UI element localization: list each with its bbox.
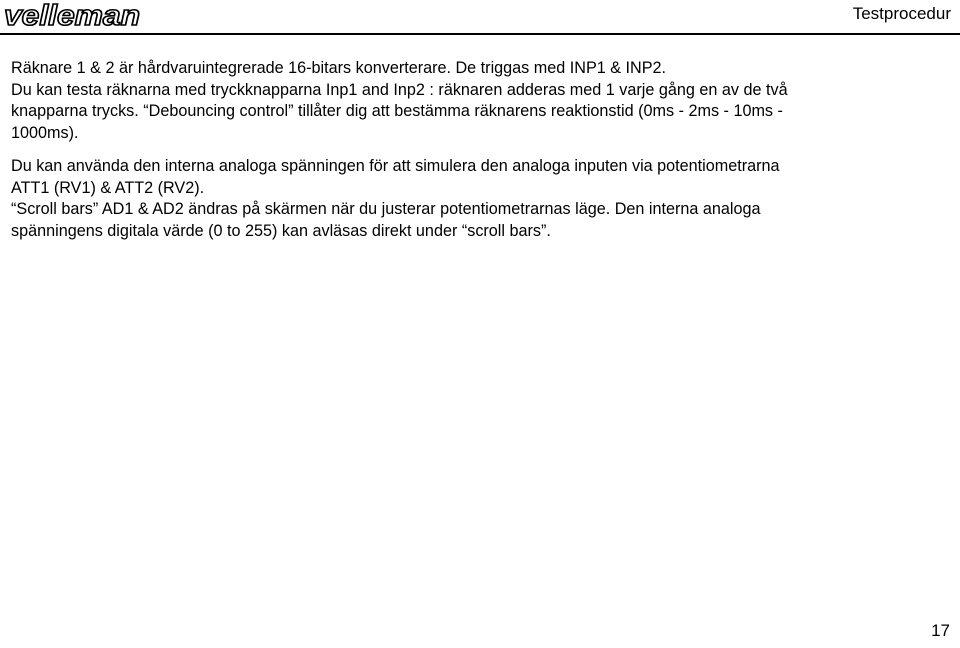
document-title: Testprocedur [852,4,951,23]
text-line: Du kan testa räknarna med tryckknapparna Inp1 and Inp2 : räknaren adderas med 1 varje gång en av de två [11,80,788,99]
velleman-logo [3,1,143,31]
text-line: 1000ms). [11,123,79,142]
paragraph-counters [11,58,951,144]
text-line: ATT1 (RV1) & ATT2 (RV2). [11,178,205,197]
header-divider [0,33,960,35]
page-number: 17 [931,621,950,640]
paragraph-gap [11,144,951,156]
text-line: Du kan använda den interna analoga spänningen för att simulera den analoga inputen via potentiometrarna [11,157,780,175]
text-line: spänningens digitala värde (0 to 255) kan avläsas direkt under “scroll bars”. [11,221,551,240]
page-header [0,0,960,36]
text-line: “Scroll bars” AD1 & AD2 ändras på skärmen när du justerar potentiometrarnas läge. Den interna analoga [11,200,761,218]
svg-text:velleman: velleman [4,1,140,31]
body-text [11,58,951,242]
text-line: Räknare 1 & 2 är hårdvaruintegrerade 16-bitars konverterare. De triggas med INP1 & INP2. [11,59,667,77]
paragraph-analog [11,156,951,242]
text-line: knapparna trycks. “Debouncing control” tillåter dig att bestämma räknarens reaktionstid (0ms - 2ms - 10ms - [11,102,783,120]
